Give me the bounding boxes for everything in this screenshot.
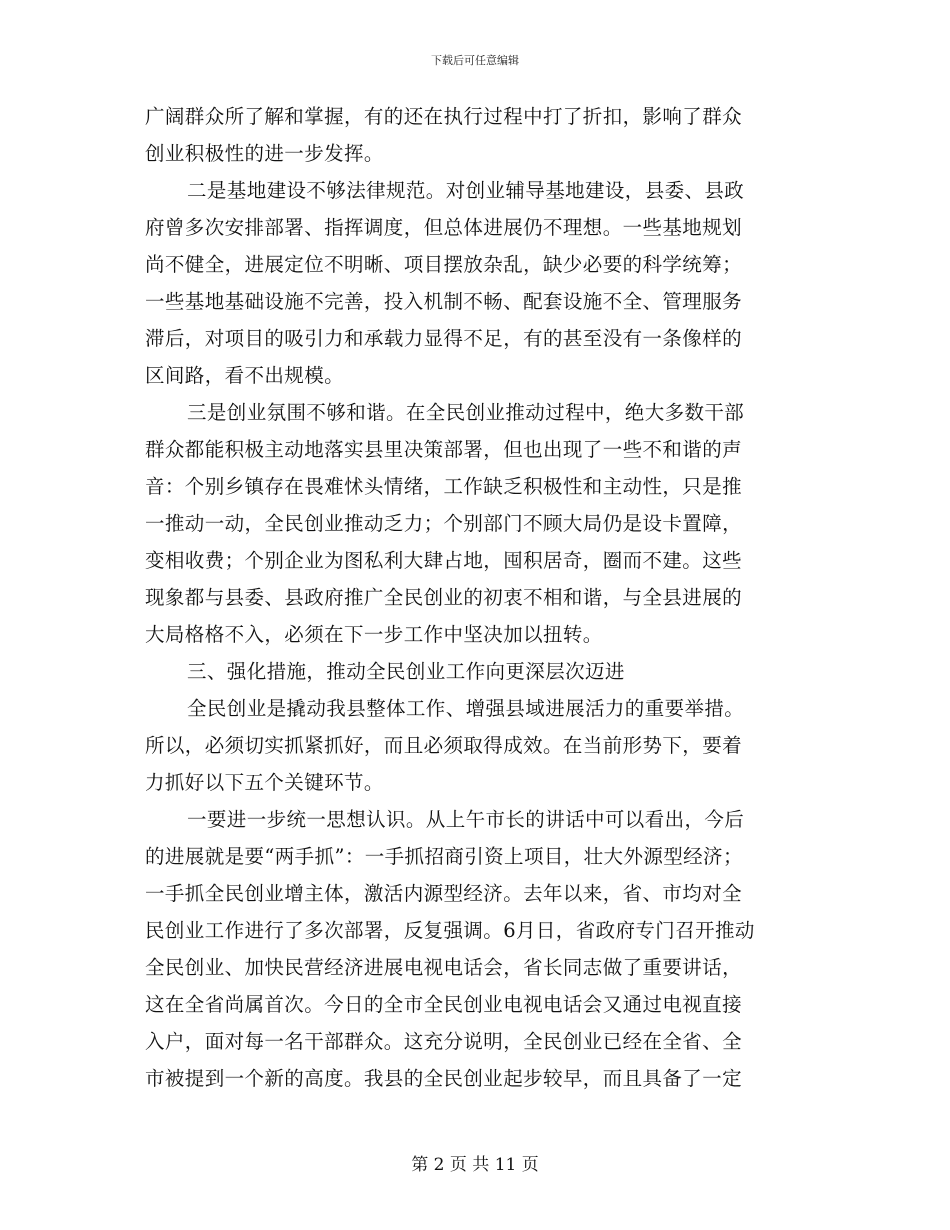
page-number-footer: 第 2 页 共 11 页 bbox=[411, 1155, 539, 1175]
text-line: 全民创业、加快民营经济进展电视电话会，省长同志做了重要讲话， bbox=[145, 956, 743, 979]
text-line: 音：个别乡镇存在畏难怵头情绪，工作缺乏积极性和主动性，只是推 bbox=[145, 475, 743, 498]
page-header: 下载后可任意编辑 bbox=[431, 54, 519, 67]
document-body bbox=[145, 98, 805, 1097]
paragraph-first-line: 二是基地建设不够法律规范。对创业辅导基地建设，县委、县政 bbox=[187, 179, 745, 202]
text-line: 区间路，看不出规模。 bbox=[145, 364, 345, 387]
text-line: 尚不健全，进展定位不明晰、项目摆放杂乱，缺少必要的科学统筹； bbox=[145, 253, 743, 276]
text-line: 民创业工作进行了多次部署，反复强调。6月日，省政府专门召开推动 bbox=[145, 919, 755, 942]
paragraph-first-line: 一要进一步统一思想认识。从上午市长的讲话中可以看出，今后 bbox=[187, 808, 745, 831]
text-line: 现象都与县委、县政府推广全民创业的初衷不相和谐，与全县进展的 bbox=[145, 586, 743, 609]
text-line: 力抓好以下五个关键环节。 bbox=[145, 771, 384, 794]
text-line: 所以，必须切实抓紧抓好，而且必须取得成效。在当前形势下，要着 bbox=[145, 734, 743, 757]
text-line: 的进展就是要“两手抓”：一手抓招商引资上项目，壮大外源型经济； bbox=[145, 845, 743, 868]
text-line: 创业积极性的进一步发挥。 bbox=[145, 142, 384, 165]
text-line: 市被提到一个新的高度。我县的全民创业起步较早，而且具备了一定 bbox=[145, 1067, 743, 1090]
text-line: 大局格格不入，必须在下一步工作中坚决加以扭转。 bbox=[145, 623, 603, 646]
text-line: 一推动一动，全民创业推动乏力；个别部门不顾大局仍是设卡置障， bbox=[145, 512, 743, 535]
text-line: 一手抓全民创业增主体，激活内源型经济。去年以来，省、市均对全 bbox=[145, 882, 743, 905]
text-line: 这在全省尚属首次。今日的全市全民创业电视电话会又通过电视直接 bbox=[145, 993, 743, 1016]
text-line: 广阔群众所了解和掌握，有的还在执行过程中打了折扣，影响了群众 bbox=[145, 105, 743, 128]
text-line: 变相收费；个别企业为图私利大肆占地，囤积居奇，圈而不建。这些 bbox=[145, 549, 743, 572]
text-line: 滞后，对项目的吸引力和承载力显得不足，有的甚至没有一条像样的 bbox=[145, 327, 743, 350]
text-line: 府曾多次安排部署、指挥调度，但总体进展仍不理想。一些基地规划 bbox=[145, 216, 743, 239]
text-line: 入户，面对每一名干部群众。这充分说明，全民创业已经在全省、全 bbox=[145, 1030, 743, 1053]
text-line: 群众都能积极主动地落实县里决策部署，但也出现了一些不和谐的声 bbox=[145, 438, 743, 461]
text-line: 一些基地基础设施不完善，投入机制不畅、配套设施不全、管理服务 bbox=[145, 290, 743, 313]
paragraph-first-line: 三是创业氛围不够和谐。在全民创业推动过程中，绝大多数干部 bbox=[187, 401, 745, 424]
section-heading: 三、强化措施，推动全民创业工作向更深层次迈进 bbox=[187, 660, 625, 683]
paragraph-first-line: 全民创业是撬动我县整体工作、增强县域进展活力的重要举措。 bbox=[187, 697, 745, 720]
